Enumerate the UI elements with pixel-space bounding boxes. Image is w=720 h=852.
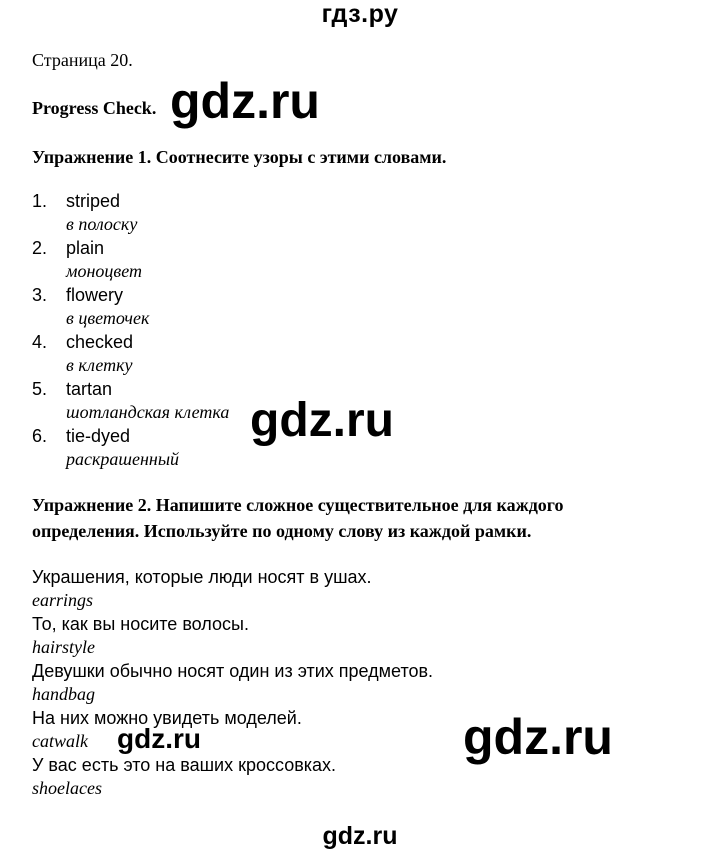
list-item-number: 4. <box>32 332 48 352</box>
list-item-term: plain <box>66 238 105 258</box>
list-item-number: 3. <box>32 285 48 305</box>
page-label: Страница 20. <box>32 50 133 70</box>
list-item-term: checked <box>66 332 134 352</box>
list-item-translation: раскрашенный <box>66 449 180 469</box>
definition-text: На них можно увидеть моделей. <box>32 708 302 728</box>
answer-text: shoelaces <box>32 778 102 798</box>
list-item-number: 2. <box>32 238 48 258</box>
watermark: gdz.ru <box>250 394 394 447</box>
list-item-term: striped <box>66 191 121 211</box>
exercise2-title-line2: определения. Используйте по одному слову из каждой рамки. <box>32 521 532 541</box>
list-item-number: 1. <box>32 191 48 211</box>
exercise1-title: Упражнение 1. Соотнесите узоры с этими словами. <box>32 147 447 167</box>
list-item-translation: шотландская клетка <box>66 402 230 422</box>
list-item-translation: в цветочек <box>66 308 150 328</box>
watermark: gdz.ru <box>170 73 320 129</box>
list-item-term: tartan <box>66 379 113 399</box>
site-header-brand: гдз.ру <box>321 0 399 28</box>
list-item-term: tie-dyed <box>66 426 131 446</box>
definition-text: У вас есть это на ваших кроссовках. <box>32 755 337 775</box>
definition-text: Украшения, которые люди носят в ушах. <box>32 567 372 587</box>
watermark: gdz.ru <box>463 709 613 765</box>
section-title: Progress Check. <box>32 98 157 118</box>
exercise2-title-line1: Упражнение 2. Напишите сложное существительное для каждого <box>32 495 564 515</box>
list-item-translation: в клетку <box>66 355 133 375</box>
list-item-term: flowery <box>66 285 124 305</box>
list-item-translation: в полоску <box>66 214 138 234</box>
answer-text: earrings <box>32 590 94 610</box>
site-footer-brand: gdz.ru <box>322 822 398 850</box>
answer-text: handbag <box>32 684 95 704</box>
list-item-translation: моноцвет <box>66 261 142 281</box>
definition-text: Девушки обычно носят один из этих предметов. <box>32 661 434 681</box>
answer-text: catwalk <box>32 731 88 751</box>
list-item-number: 6. <box>32 426 48 446</box>
definition-text: То, как вы носите волосы. <box>32 614 249 634</box>
answer-text: hairstyle <box>32 637 95 657</box>
watermark: gdz.ru <box>117 723 201 754</box>
list-item-number: 5. <box>32 379 48 399</box>
